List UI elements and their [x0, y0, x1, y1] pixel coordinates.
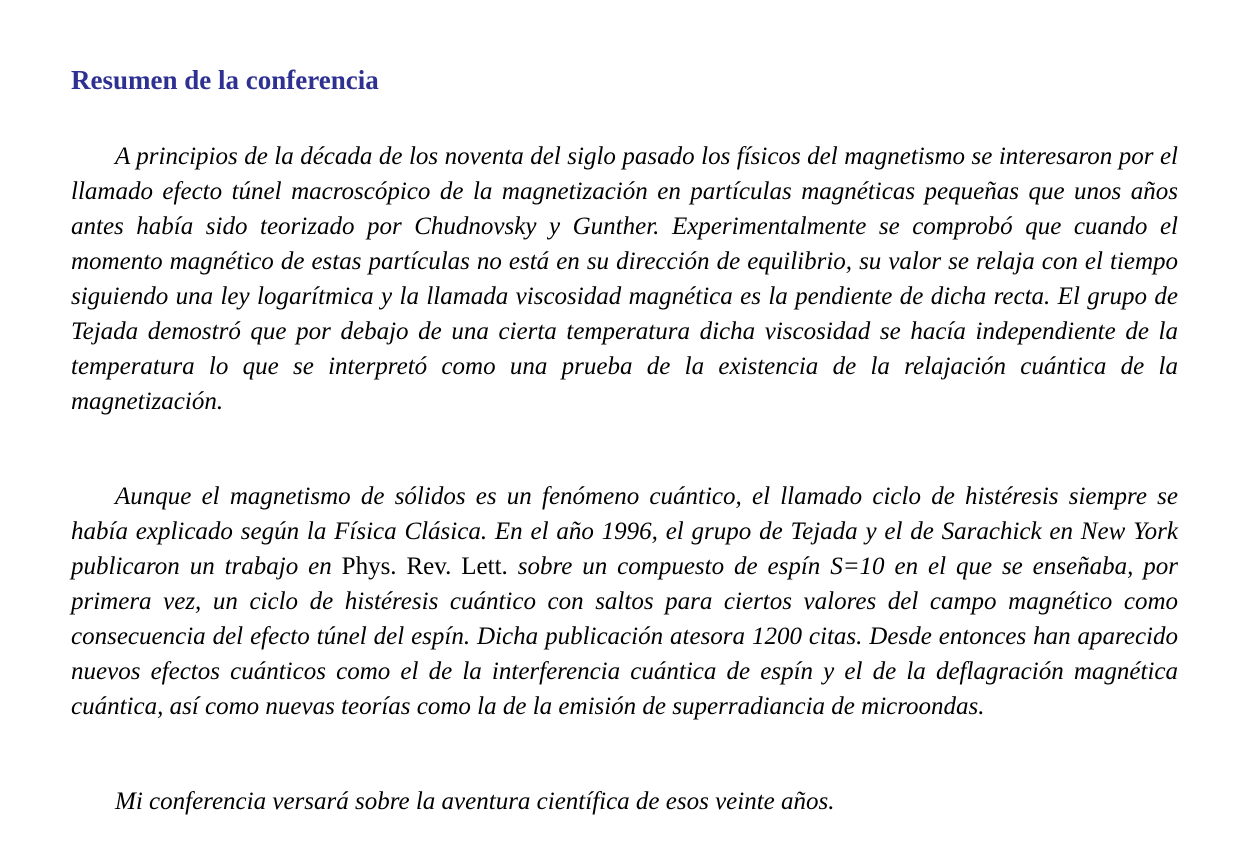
paragraph-3: Mi conferencia versará sobre la aventura científica de esos veinte años. — [115, 788, 835, 815]
paragraph-1: A principios de la década de los noventa del siglo pasado los físicos del magnetismo se interesaron por el llamado efecto túnel macroscópico de la magnetización en partículas magnéticas pequeñas que unos años antes había sido teorizado por Chudnovsky y Gunther. Experimentalmente se comprobó que cuando el momento magnético de estas partículas no está en su dirección de equilibrio, su valor se relaja con el tiempo siguiendo una ley logarítmica y la llamada viscosidad magnética es la pendiente de dicha recta. El grupo de Tejada demostró que por debajo de una cierta temperatura dicha viscosidad se hacía independiente de la temperatura lo que se interpretó como una prueba de la existencia de la relajación cuántica de la magnetización. — [71, 143, 1178, 415]
journal-name: Phys. Rev. Lett. — [341, 553, 508, 580]
paragraph-2 — [71, 479, 1178, 724]
paragraph-2-part-1: Aunque el magnetismo de sólidos es un fenómeno cuántico, el llamado ciclo de histéresis siempre se había explicado según la Física Clásica. En el año 1996, el grupo de Tejada y el de Sarachick en New York publicaron un trabajo en — [71, 483, 1178, 580]
paragraph-2-part-2: sobre un compuesto de espín S=10 en el que se enseñaba, por primera vez, un ciclo de histéresis cuántico con saltos para ciertos valores del campo magnético como consecuencia del efecto túnel del espín. Dicha publicación atesora 1200 citas. Desde entonces han aparecido nuevos efectos cuánticos como el de la interferencia cuántica de espín y el de la deflagración magnética cuántica, así como nuevas teorías como la de la emisión de superradiancia de microondas. — [71, 553, 1179, 720]
section-heading: Resumen de la conferencia — [71, 65, 379, 95]
